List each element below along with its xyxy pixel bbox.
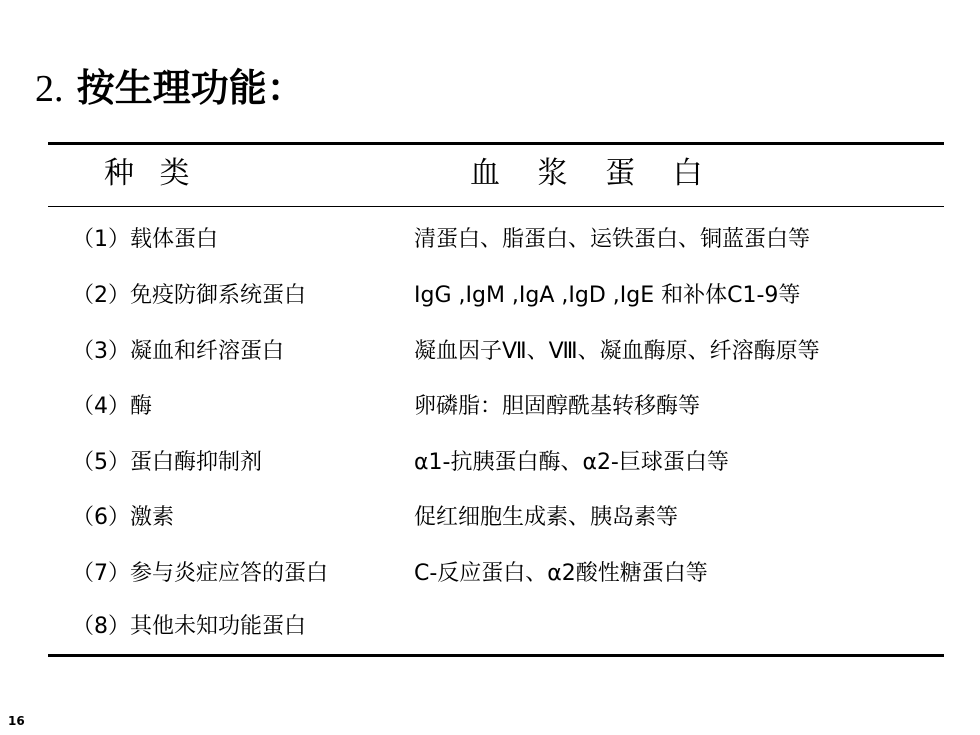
page-number: 16 xyxy=(8,714,25,728)
table-row xyxy=(0,332,980,372)
row-protein: IgG ,IgM ,IgA ,IgD ,IgE 和补体C1-9等 xyxy=(414,283,801,308)
row-protein: 清蛋白、脂蛋白、运铁蛋白、铜蓝蛋白等 xyxy=(414,227,811,252)
slide-title xyxy=(35,66,305,111)
table-row xyxy=(0,554,980,594)
table-row xyxy=(0,276,980,316)
table-row xyxy=(0,387,980,427)
row-type: （2）免疫防御系统蛋白 xyxy=(72,283,306,308)
row-type: （6）激素 xyxy=(72,505,174,530)
row-type: （4）酶 xyxy=(72,394,152,419)
row-type: （3）凝血和纤溶蛋白 xyxy=(72,339,284,364)
row-type: （8）其他未知功能蛋白 xyxy=(72,614,306,639)
row-type: （7）参与炎症应答的蛋白 xyxy=(72,561,328,586)
table-row xyxy=(0,498,980,538)
row-protein: α1-抗胰蛋白酶、α2-巨球蛋白等 xyxy=(414,450,729,475)
table-row xyxy=(0,220,980,260)
row-type: （1）载体蛋白 xyxy=(72,227,218,252)
row-protein: C-反应蛋白、α2酸性糖蛋白等 xyxy=(414,561,708,586)
title-number: 2. xyxy=(35,68,64,110)
table-top-rule xyxy=(48,142,944,145)
table-header-rule xyxy=(48,206,944,207)
title-text: 按生理功能： xyxy=(76,66,305,110)
table-row xyxy=(0,443,980,483)
row-protein: 凝血因子Ⅶ、Ⅷ、凝血酶原、纤溶酶原等 xyxy=(414,339,820,364)
table-bottom-rule xyxy=(48,654,944,657)
table-row xyxy=(0,607,980,647)
row-type: （5）蛋白酶抑制剂 xyxy=(72,450,262,475)
column-header-type: 种 类 xyxy=(104,156,198,191)
column-header-protein: 血 浆 蛋 白 xyxy=(470,156,717,191)
row-protein: 卵磷脂：胆固醇酰基转移酶等 xyxy=(414,394,701,419)
row-protein: 促红细胞生成素、胰岛素等 xyxy=(414,505,679,530)
